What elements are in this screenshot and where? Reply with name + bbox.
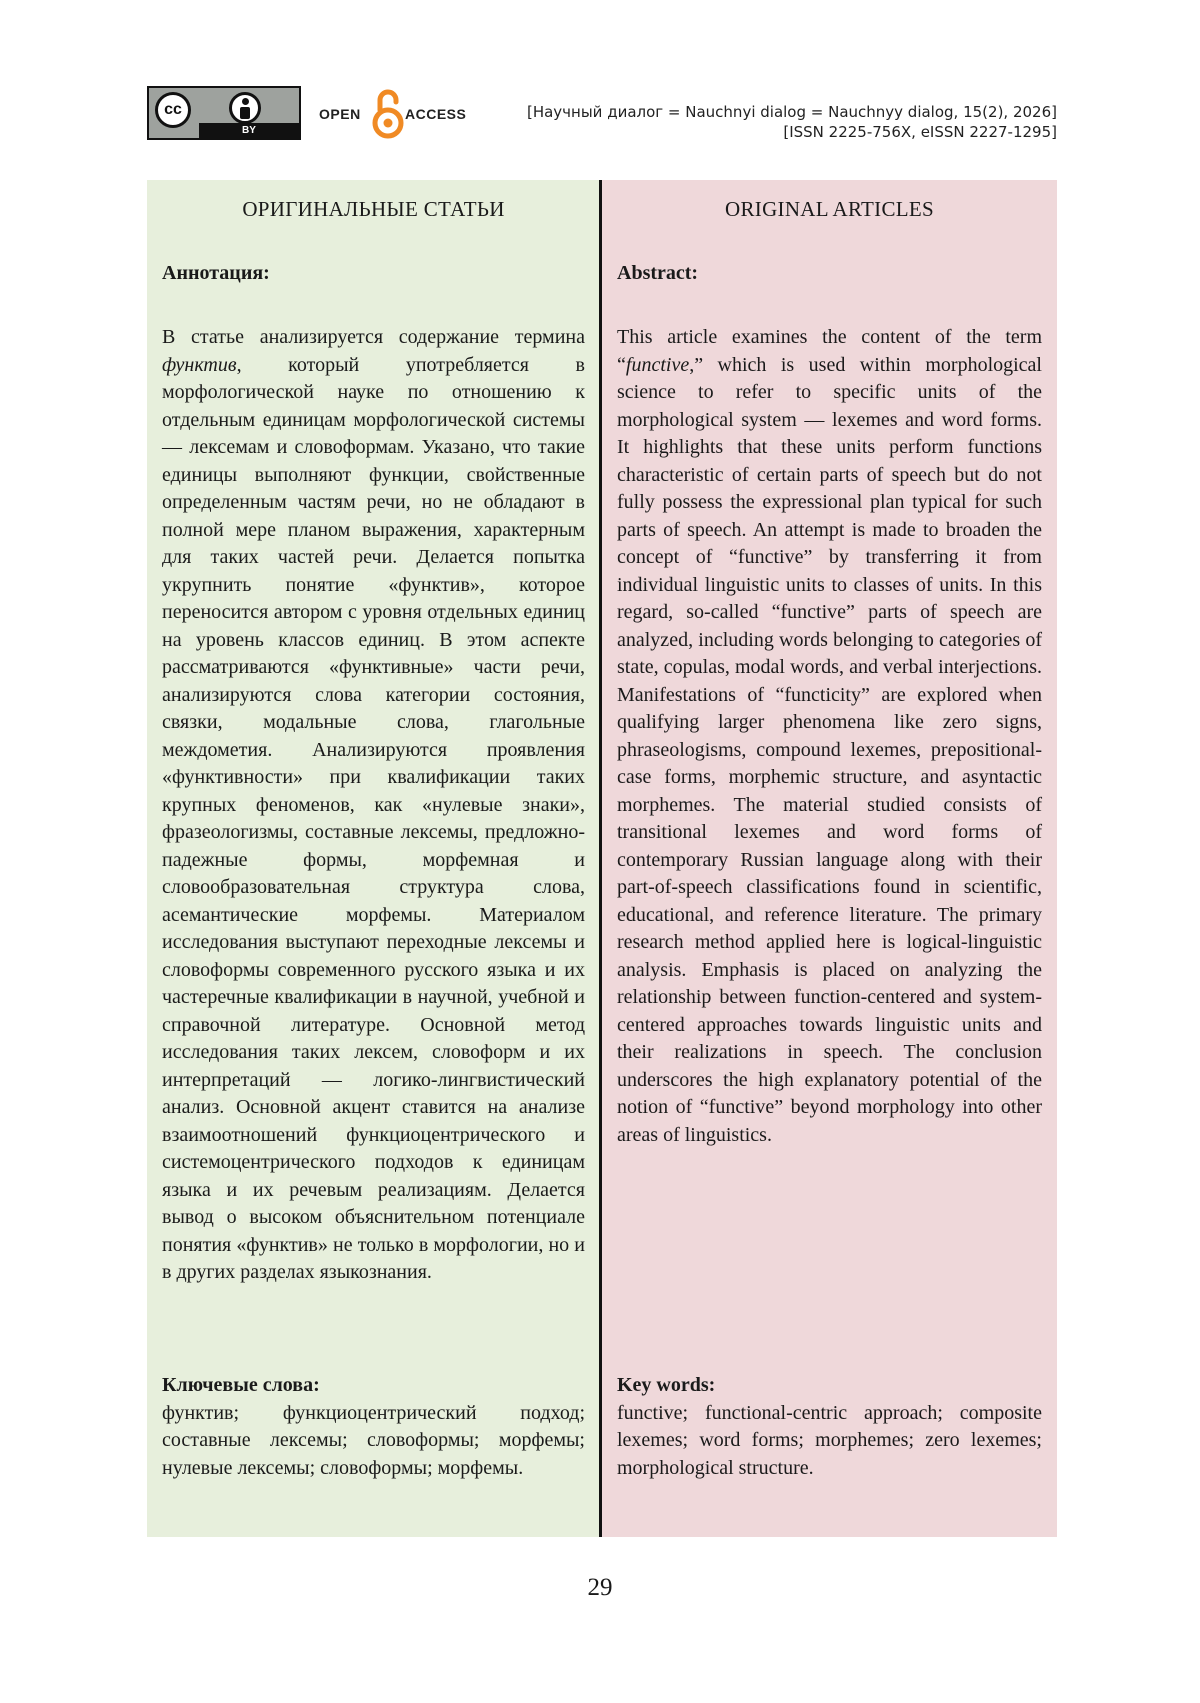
by-label: BY — [199, 123, 299, 138]
ru-term-italic: функтив — [162, 353, 237, 376]
cc-icon: cc — [155, 92, 191, 128]
page-number: 29 — [587, 1574, 613, 1601]
en-keywords-text: functive; functional-centric approach; composite lexemes; word forms; morphemes; zero lexemes; morphological structure. — [617, 1401, 1042, 1479]
attribution-person-icon — [229, 92, 261, 124]
ru-abstract-text: В статье анализируется содержание термина функтив, который употребляется в морфологической науке по отношению к отдельным единицам морфологической системы — лексемам и словоформам. Указано, что такие единицы выполняют функции, свойственные определенным частям речи, но не обладают в полной мере планом выражения, характерным для таких частей речи. Делается попытка укрупнить понятие «функтив», которое переносится автором с уровня отдельных единиц на уровень классов единиц. В этом аспекте рассматриваются «функтивные» части речи, анализируются слова категории состояния, связки, модальные слова, глагольные междометия. Анализируются проявления «функтивности» при квалификации таких крупных феноменов, как «нулевые знаки», фразеологизмы, составные лексемы, предложно-падежные формы, морфемная и словообразовательная структура слова, асемантические морфемы. Материалом исследования выступают переходные лексемы и словоформы современного русского языка и их частеречные квалификации в научной, учебной и справочной литературе. Основной метод исследования таких лексем, словоформ и их интерпретаций — логико-лингвистический анализ. Основной акцент ставится на анализе взаимоотношений функциоцентрического и системоцентрического подходов к единицам языка и их речевым реализациям. Делается вывод о высоком объяснительном потенциале понятия «функтив» не только в морфологии, но и в других разделах языкознания. — [162, 326, 585, 1283]
ru-keywords-label: Ключевые слова: — [162, 1374, 320, 1396]
russian-column — [147, 180, 600, 1537]
open-access-logo — [319, 86, 479, 142]
en-abstract-label: Abstract: — [617, 262, 699, 284]
page-header — [147, 86, 1057, 146]
open-access-lock-icon — [371, 88, 405, 140]
english-column — [602, 180, 1057, 1537]
ru-keywords-text: функтив; функциоцентрический подход; составные лексемы; словоформы; морфемы; нулевые лексемы; словоформы; морфемы. — [162, 1401, 585, 1479]
open-label: OPEN — [319, 106, 361, 122]
ru-abstract-label: Аннотация: — [162, 262, 270, 284]
access-label: ACCESS — [405, 106, 467, 122]
bilingual-abstract-columns — [147, 180, 1057, 1537]
ru-section-title: ОРИГИНАЛЬНЫЕ СТАТЬИ — [242, 197, 505, 221]
journal-citation: [Научный диалог = Nauchnyi dialog = Nauchnyy dialog, 15(2), 2026] — [526, 103, 1057, 121]
issn-line: [ISSN 2225-756X, eISSN 2227-1295] — [783, 123, 1057, 141]
journal-reference — [527, 102, 1057, 142]
en-section-title: ORIGINAL ARTICLES — [725, 197, 934, 221]
en-keywords-label: Key words: — [617, 1374, 716, 1396]
en-keywords — [617, 1372, 1042, 1482]
cc-by-license-badge[interactable] — [147, 86, 301, 140]
ru-keywords — [162, 1372, 585, 1482]
en-abstract-text: This article examines the content of the term “functive,” which is used within morphological science to refer to specific units of the morphological system — lexemes and word forms. It highlights that these units perform functions characteristic of certain parts of speech but do not fully possess the expressional plan typical for such parts of speech. An attempt is made to broaden the concept of “functive” by transferring it from individual linguistic units to classes of units. In this regard, so-called “functive” parts of speech are analyzed, including words belonging to categories of state, copulas, modal words, and verbal interjections. Manifestations of “functicity” are explored when qualifying larger phenomena like zero signs, phraseologisms, compound lexemes, prepositional-case forms, morphemic structure, and asyntactic morphemes. The material studied consists of transitional lexemes and word forms of contemporary Russian language along with their part-of-speech classifications found in scientific, educational, and reference literature. The primary research method applied here is logical-linguistic analysis. Emphasis is placed on analyzing the relationship between function-centered and system-centered approaches towards linguistic units and their realizations in speech. The conclusion underscores the high explanatory potential of the notion of “functive” beyond morphology into other areas of linguistics. — [617, 326, 1042, 1146]
en-term-italic: functive — [625, 353, 690, 376]
